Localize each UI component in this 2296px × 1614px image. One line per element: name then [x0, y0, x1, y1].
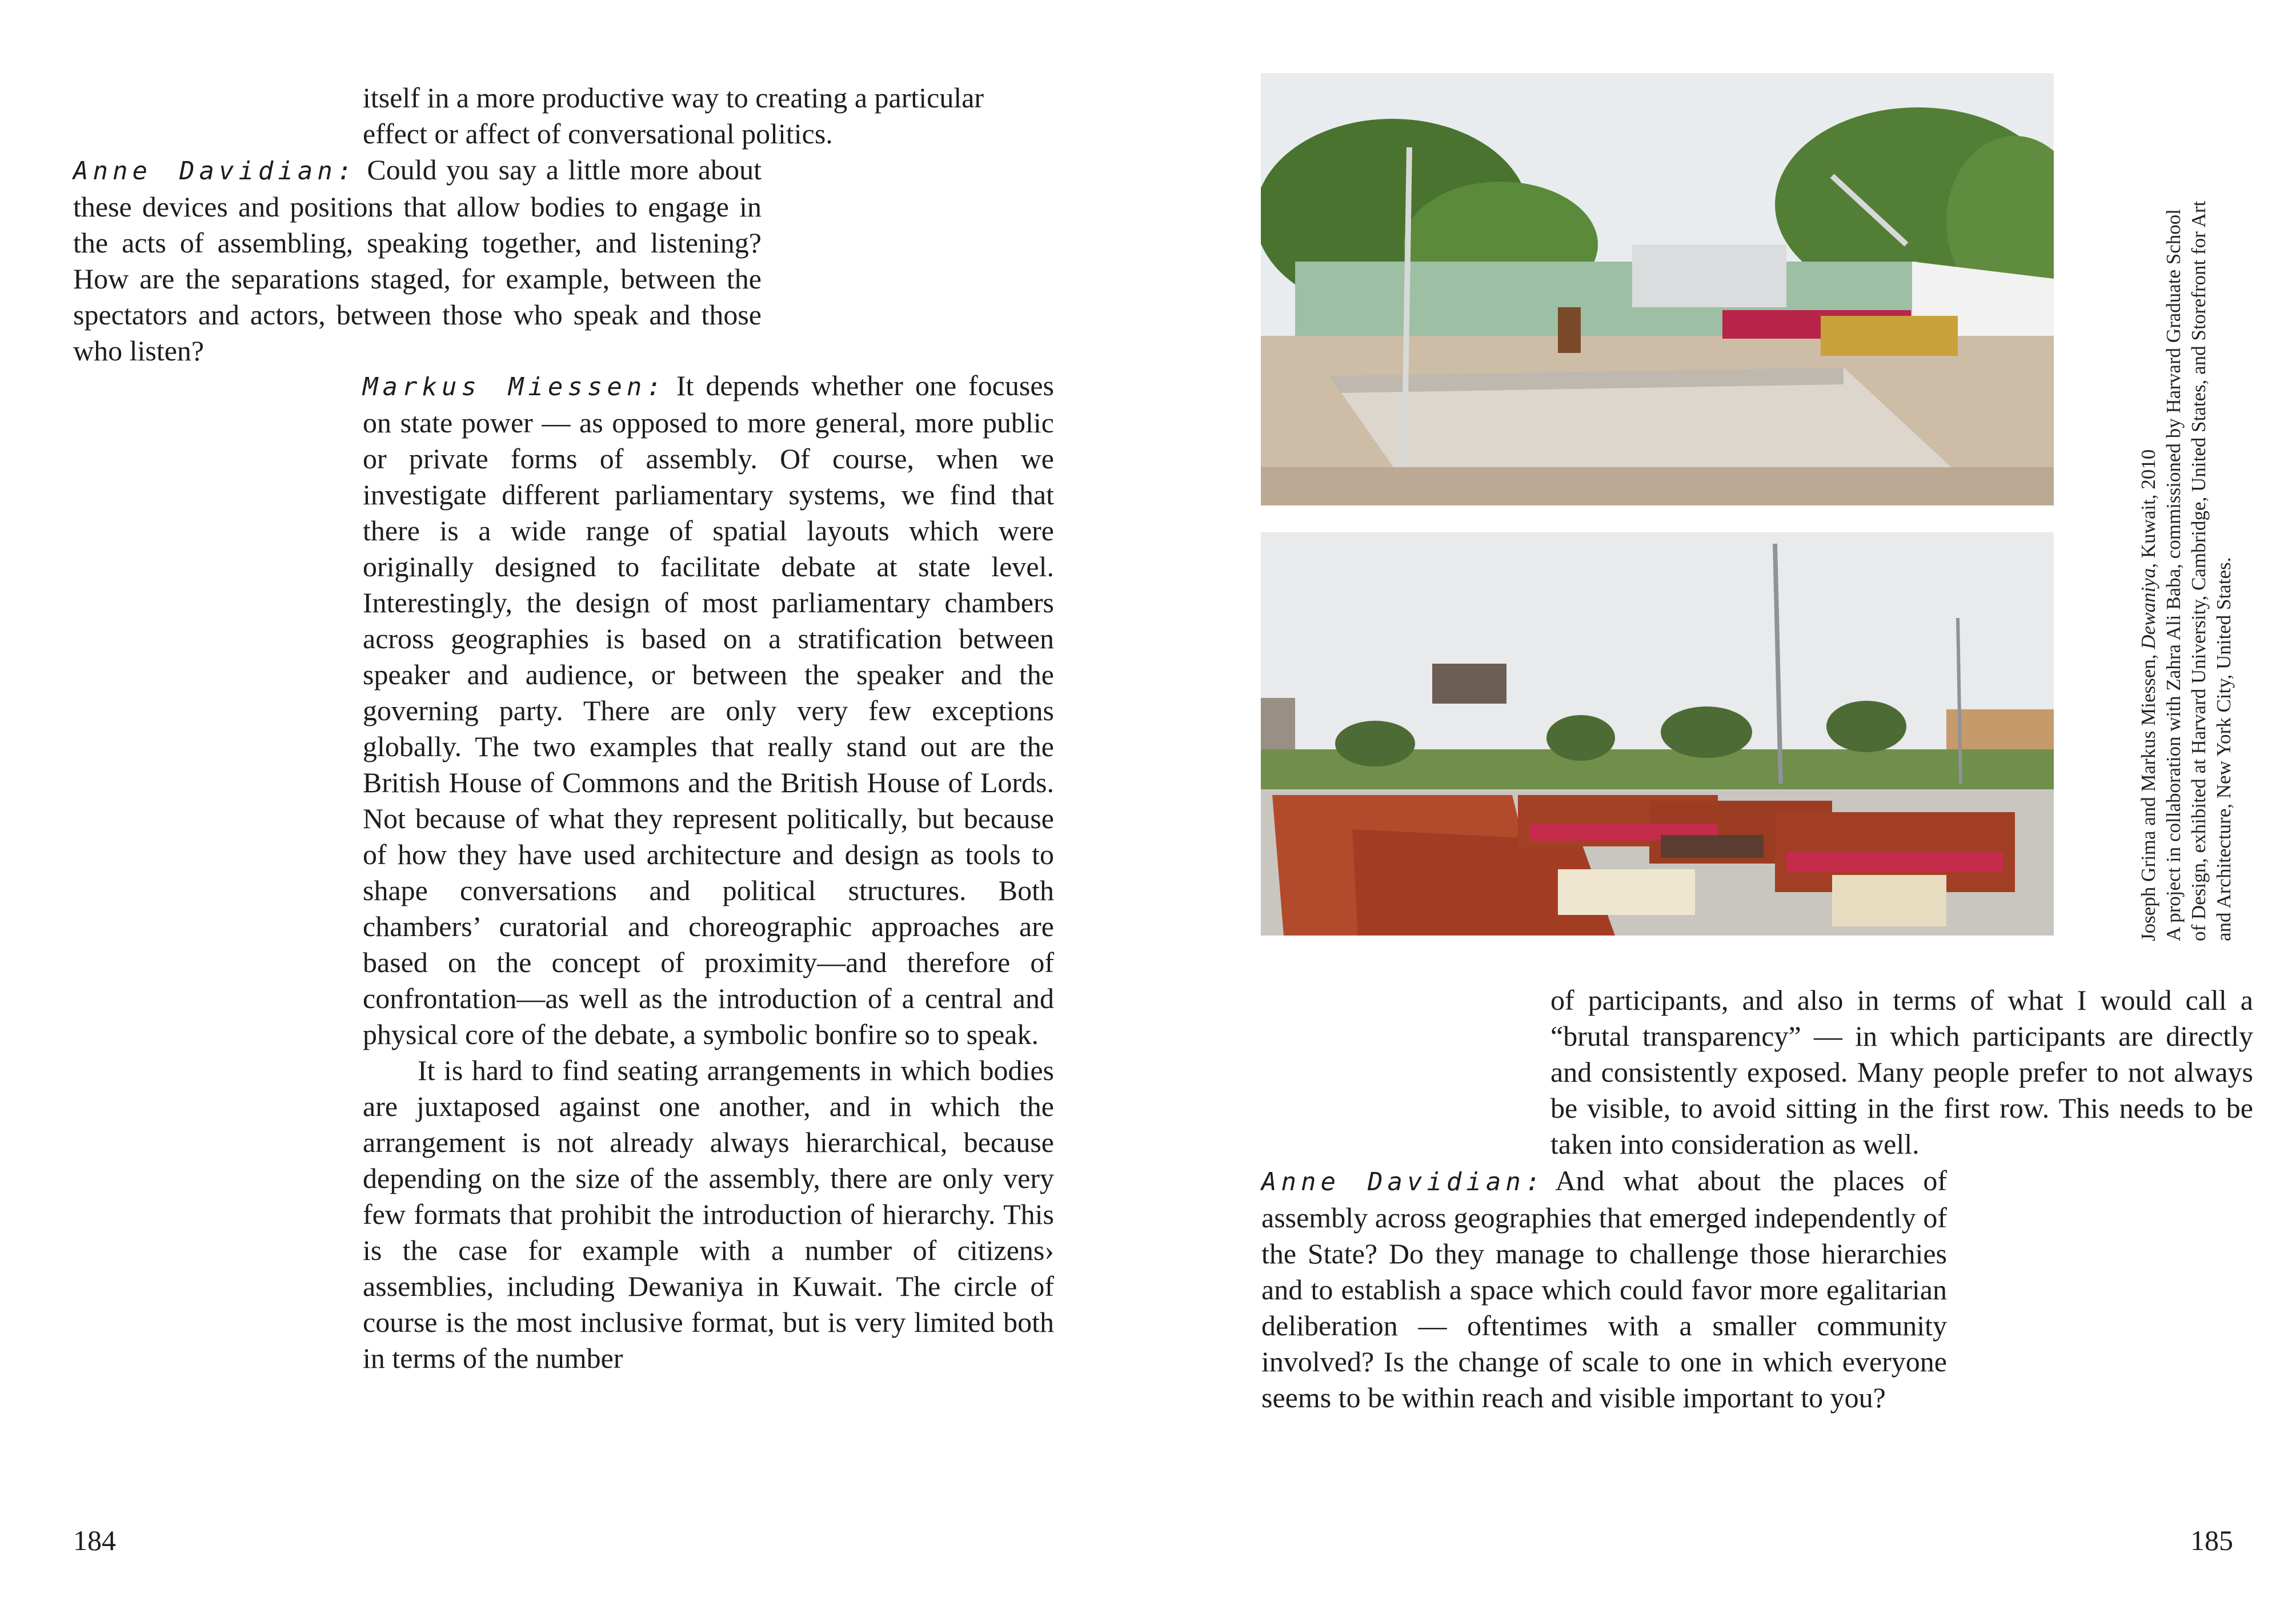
question-text: And what about the places of assembly across geographies that emerged independently of the State? Do they manage to challenge those hierarchies and to establish a space which could favor more egalitarian deliberation — oftentimes with a smaller community involved? Is the change of scale to one in which everyone seems to be within reach and visible important to you? [1261, 1165, 1947, 1414]
continued-text [363, 80, 1054, 152]
caption-line-2: A project in collaboration with Zahra Ali Baba, commissioned by Harvard Graduate School [2162, 208, 2185, 941]
speaker-name: Markus Miessen: [363, 372, 666, 402]
caption-line-3: of Design, exhibited at Harvard University, Cambridge, United States, and Storefront for Art [2187, 200, 2210, 941]
answer-paragraph-1: It depends whether one focuses on state power — as opposed to more general, more public or private forms of assembly. Of course, when we investigate different parliamentary systems, we find that there is a wide range of spatial layouts which were originally designed to facilitate debate at state level. Interestingly, the design of most parliamentary chambers across geographies is based on a stratification between speaker and audience, or between the speaker and the governing party. There are only very few exceptions globally. The two examples that really stand out are the British House of Commons and the British House of Lords. Not because of what they represent politically, but because of how they have used architecture and design as tools to shape conversations and political structures. Both chambers’ curatorial and choreographic approaches are based on the concept of proximity—and therefore of confrontation—as well as the introduction of a central and physical core of the debate, a symbolic bonfire so to speak. [363, 370, 1054, 1050]
speaker-name: Anne Davidian: [73, 156, 357, 186]
speaker-name: Anne Davidian: [1261, 1167, 1545, 1197]
page-number-left: 184 [73, 1524, 116, 1556]
photo-caption [2136, 142, 2267, 941]
photo-dewaniya-benches [1261, 532, 2054, 936]
answer-paragraph-2: It is hard to find seating arrangements in which bodies are juxtaposed against one another, and in which the arrangement is not already always hierarchical, because depending on the size of the assembly, there are only very few formats that prohibit the introduction of hierarchy. This is the case for example with a number of citizens› assemblies, including Dewaniya in Kuwait. The circle of course is the most inclusive format, but is very limited both in terms of the number [363, 1054, 1054, 1374]
answer-continued [1550, 982, 2253, 1162]
caption-line-4: and Architecture, New York City, United States. [2213, 557, 2235, 941]
question-anne-davidian-2 [1261, 1163, 1947, 1416]
continued-line-2: effect or affect of conversational politics. [363, 118, 833, 150]
photo-dewaniya-enclosure [1261, 73, 2054, 505]
question-anne-davidian-1 [73, 152, 762, 369]
continued-line-1: itself in a more productive way to creating a particular [363, 82, 984, 114]
question-text: Could you say a little more about these devices and positions that allow bodies to engage in the acts of assembling, speaking together, and listening? How are the separations staged, for example, between the spectators and actors, between those who speak and those who listen? [73, 154, 762, 367]
page-number-right: 185 [2190, 1524, 2233, 1556]
answer-continued-text: of participants, and also in terms of what I would call a “brutal transparency” — in which participants are directly and consistently exposed. Many people prefer to not always be visible, to avoid sitting in the first row. This needs to be taken into consideration as well. [1550, 984, 2253, 1160]
caption-line-1: Joseph Grima and Markus Miessen, Dewaniya, Kuwait, 2010 [2137, 449, 2159, 941]
answer-markus-miessen [363, 368, 1054, 1376]
